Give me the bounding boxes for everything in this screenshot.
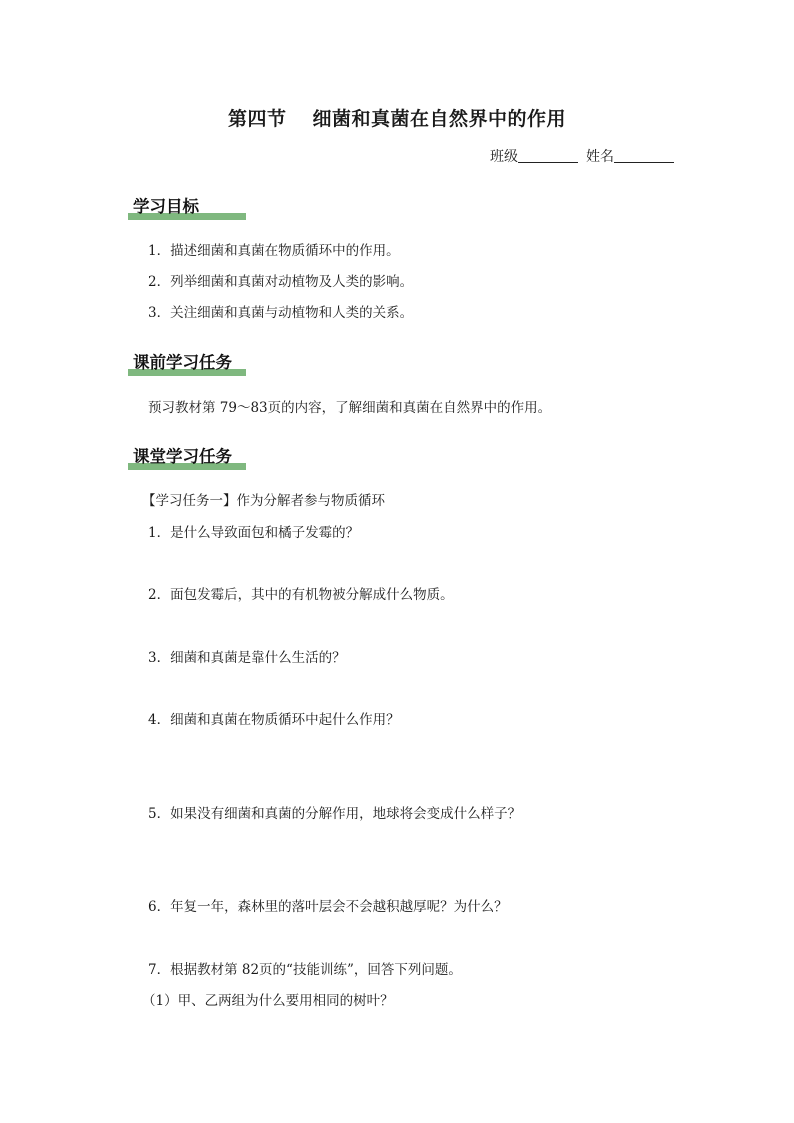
section-header-objectives <box>128 192 246 220</box>
question-item: 1．是什么导致面包和橘子发霉的？ <box>148 525 360 541</box>
objective-item: 2．列举细菌和真菌对动植物及人类的影响。 <box>148 274 414 290</box>
question-item: 7．根据教材第 82页的“技能训练”，回答下列问题。 <box>148 962 462 978</box>
title-topic: 细菌和真菌在自然界中的作用 <box>312 108 567 130</box>
section-title: 学习目标 <box>133 197 199 216</box>
question-item: 6．年复一年，森林里的落叶层会不会越积越厚呢？为什么？ <box>148 899 508 915</box>
sub-question-item: （1）甲、乙两组为什么要用相同的树叶？ <box>142 993 394 1009</box>
preclass-text: 预习教材第 79～83页的内容，了解细菌和真菌在自然界中的作用。 <box>148 400 552 416</box>
title-section-number: 第四节 <box>227 108 287 130</box>
objective-item: 1．描述细菌和真菌在物质循环中的作用。 <box>148 243 400 259</box>
name-blank[interactable] <box>614 148 674 163</box>
objective-item: 3．关注细菌和真菌与动植物和人类的关系。 <box>148 305 414 321</box>
question-item: 5．如果没有细菌和真菌的分解作用，地球将会变成什么样子？ <box>148 806 522 822</box>
section-header-inclass <box>128 442 246 470</box>
name-label: 姓名 <box>586 149 614 165</box>
question-item: 2．面包发霉后，其中的有机物被分解成什么物质。 <box>148 587 454 603</box>
page-title <box>0 104 794 131</box>
section-title: 课堂学习任务 <box>133 447 232 466</box>
class-name-line <box>490 146 674 166</box>
class-label: 班级 <box>490 149 518 165</box>
section-header-preclass <box>128 348 246 376</box>
question-item: 3．细菌和真菌是靠什么生活的？ <box>148 650 346 666</box>
section-title: 课前学习任务 <box>133 353 232 372</box>
class-blank[interactable] <box>518 148 578 163</box>
question-item: 4．细菌和真菌在物质循环中起什么作用？ <box>148 712 400 728</box>
task-heading: 【学习任务一】作为分解者参与物质循环 <box>142 493 385 509</box>
